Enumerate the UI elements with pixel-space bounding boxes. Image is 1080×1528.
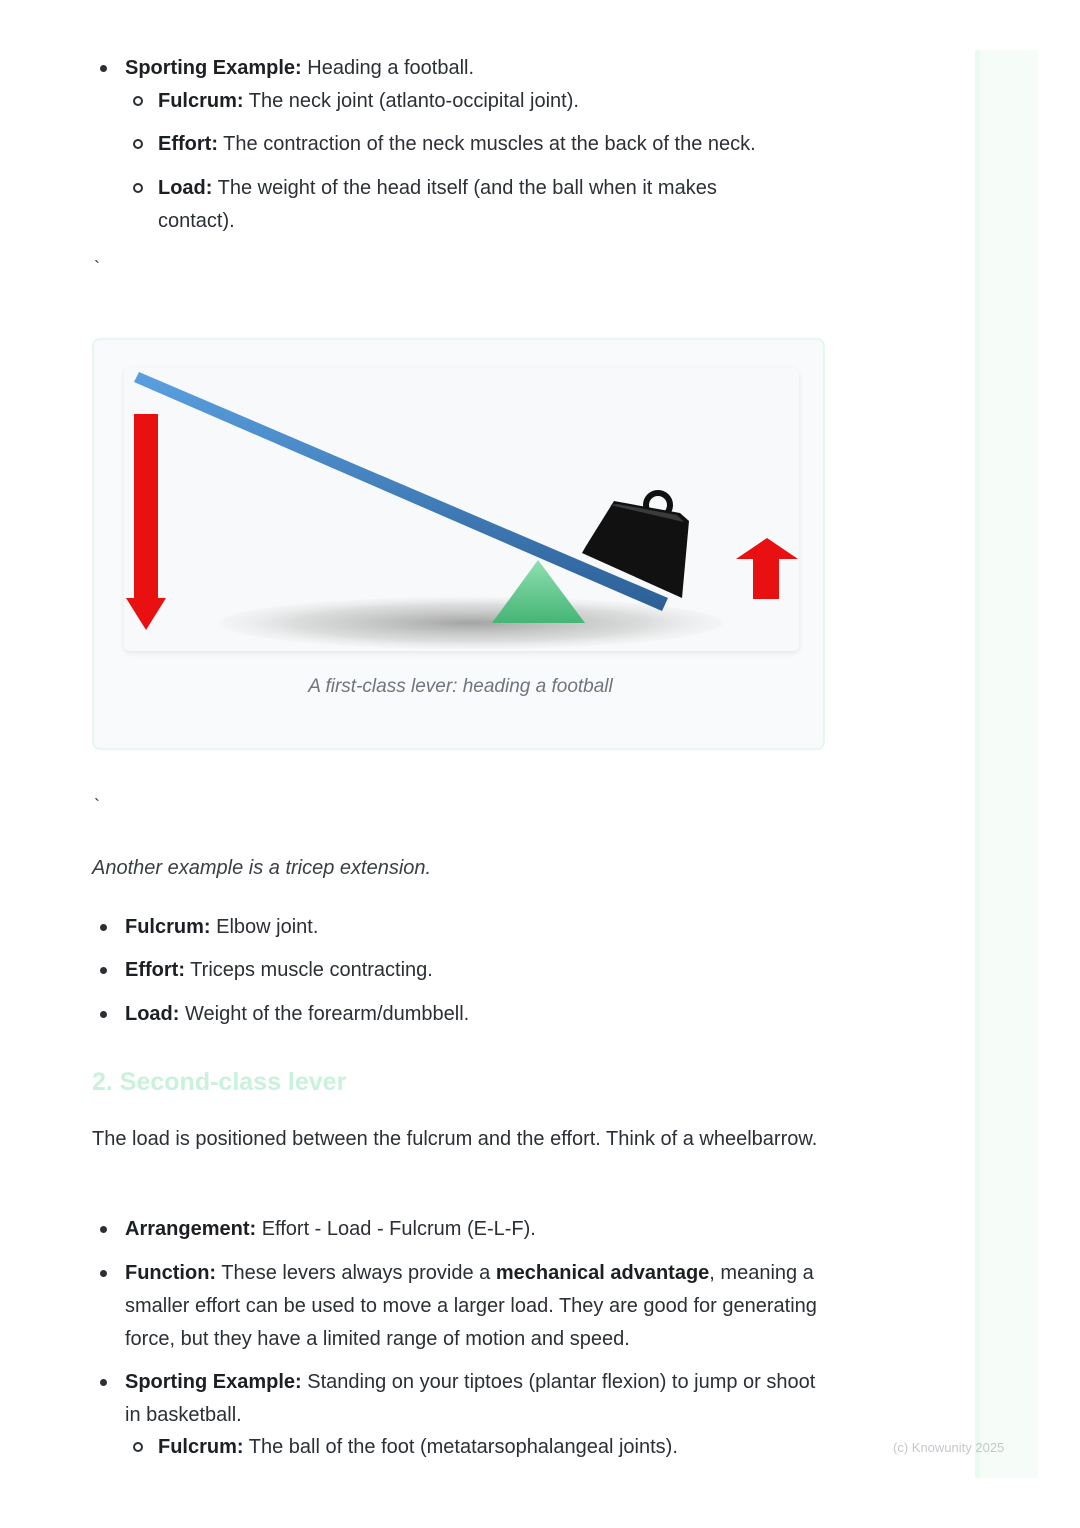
list-item-arrangement xyxy=(125,1213,825,1246)
fulcrum-label: Fulcrum: xyxy=(158,90,244,112)
sporting-example-text-2: Standing on your tiptoes (plantar flexion) to jump or shoot in basketball. xyxy=(125,1371,816,1426)
lever-diagram xyxy=(124,368,799,651)
intro-text: Another example is a tricep extension. xyxy=(92,857,432,879)
tick-mark-2: ` xyxy=(94,796,100,816)
list-item-fulcrum-2 xyxy=(158,1431,798,1464)
function-text-1: These levers always provide a xyxy=(216,1262,496,1284)
function-text-2: , meaning a smaller effort can be used to move a larger load. They are good for generating force, but they have a limited range of motion and speed. xyxy=(125,1262,817,1350)
copyright-footer: (c) Knowunity 2025 xyxy=(893,1440,1005,1455)
sidebar-strip xyxy=(975,50,1038,1478)
section-paragraph: The load is positioned between the fulcrum and the effort. Think of a wheelbarrow. xyxy=(92,1128,818,1150)
arrangement-label: Arrangement: xyxy=(125,1218,257,1240)
item-label: Fulcrum: xyxy=(125,916,211,938)
list-item-effort xyxy=(158,128,798,161)
sporting-example-label-2: Sporting Example: xyxy=(125,1371,302,1393)
item-label: Effort: xyxy=(125,959,185,981)
section-heading: 2. Second-class lever xyxy=(92,1068,347,1096)
sporting-example-text: Heading a football. xyxy=(301,57,475,79)
figure-caption: A first-class lever: heading a football xyxy=(308,676,613,697)
item-label: Load: xyxy=(125,1003,180,1025)
lever-figure xyxy=(92,338,825,750)
function-label: Function: xyxy=(125,1262,217,1284)
item-text: Elbow joint. xyxy=(210,916,319,938)
lever-illustration xyxy=(124,368,799,651)
list-item xyxy=(125,998,825,1031)
item-text: Triceps muscle contracting. xyxy=(184,959,433,981)
tick-mark: ` xyxy=(94,258,100,278)
item-text: Weight of the forearm/dumbbell. xyxy=(179,1003,470,1025)
fulcrum-text: The neck joint (atlanto-occipital joint). xyxy=(243,90,579,112)
arrangement-text: Effort - Load - Fulcrum (E-L-F). xyxy=(256,1218,536,1240)
lever-beam xyxy=(134,372,668,611)
load-label: Load: xyxy=(158,177,213,199)
fulcrum-text-2: The ball of the foot (metatarsophalangeal joints). xyxy=(243,1436,678,1458)
load-text: The weight of the head itself (and the ball when it makes contact). xyxy=(158,177,717,232)
down-arrow-icon xyxy=(126,414,166,630)
list-item-function xyxy=(125,1257,825,1356)
up-arrow-icon xyxy=(736,538,798,599)
list-item-fulcrum xyxy=(158,85,798,118)
effort-text: The contraction of the neck muscles at the back of the neck. xyxy=(217,133,756,155)
list-item-sporting-example xyxy=(125,52,825,85)
list-item-sporting-example-2 xyxy=(125,1366,825,1432)
effort-label: Effort: xyxy=(158,133,218,155)
list-item-load xyxy=(158,172,768,238)
function-bold: mechanical advantage xyxy=(495,1262,710,1284)
fulcrum-label-2: Fulcrum: xyxy=(158,1436,244,1458)
sporting-example-label: Sporting Example: xyxy=(125,57,302,79)
list-item xyxy=(125,911,825,944)
ground-shadow xyxy=(219,597,723,649)
list-item xyxy=(125,954,825,987)
